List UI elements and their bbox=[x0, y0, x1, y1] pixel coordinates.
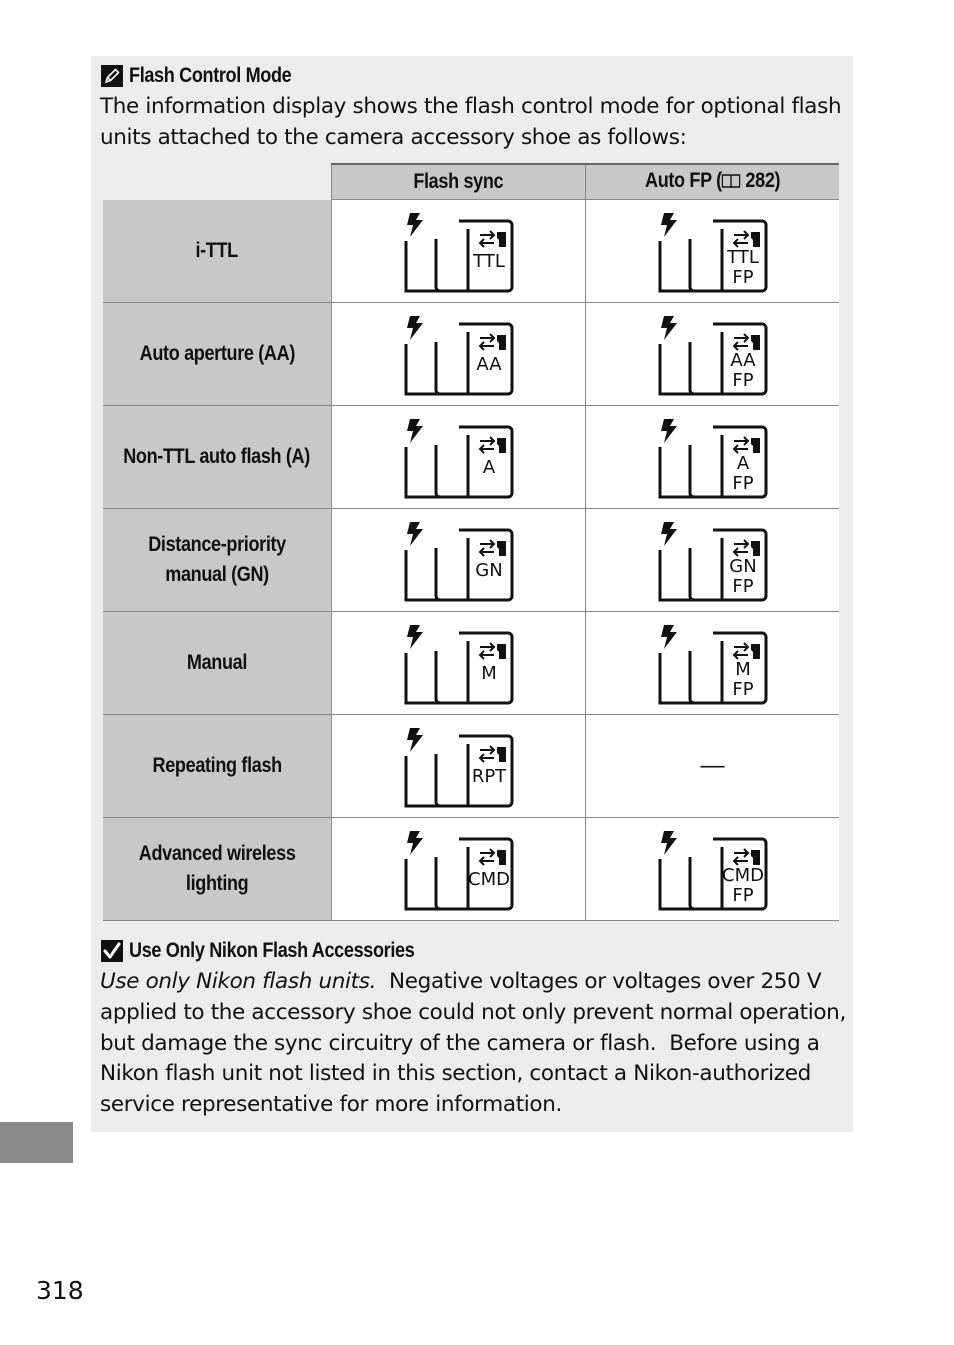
lightning-icon bbox=[407, 419, 423, 443]
fp-label: FP bbox=[731, 885, 754, 906]
checkmark-caution-icon bbox=[101, 940, 123, 962]
note-title: Use Only Nikon Flash Accessories bbox=[129, 939, 415, 962]
mode-label: A bbox=[736, 453, 749, 474]
flash-mode-display-icon bbox=[396, 308, 522, 400]
note-title: Flash Control Mode bbox=[129, 64, 292, 87]
fp-label: FP bbox=[731, 679, 754, 700]
mode-label: RPT bbox=[471, 766, 506, 787]
lightning-icon bbox=[661, 522, 677, 546]
mode-label: TTL bbox=[726, 247, 759, 268]
flash-mode-display-icon bbox=[396, 720, 522, 812]
cell-flash-sync bbox=[332, 406, 586, 509]
cell-auto-fp bbox=[586, 509, 840, 612]
flash-mode-display-icon bbox=[650, 205, 776, 297]
lightning-icon bbox=[661, 831, 677, 855]
note-flash-control-header bbox=[101, 62, 318, 90]
lightning-icon bbox=[661, 213, 677, 237]
not-available-dash: — bbox=[700, 752, 725, 779]
mode-label: A bbox=[482, 457, 495, 478]
row-label: Non-TTL auto flash (A) bbox=[103, 406, 332, 509]
accessory-warning-text: Use only Nikon flash units. Negative voltages or voltages over 250 V applied to the accessory shoe could not only prevent normal operation, but damage the sync circuitry of the camera or flash. Before using a Nikon flash unit not listed in this section, contact a Nikon-authorized service representative for more information. bbox=[100, 969, 853, 1118]
page-number: 318 bbox=[36, 1276, 84, 1305]
mode-label: M bbox=[734, 659, 751, 680]
cell-flash-sync bbox=[332, 715, 586, 818]
lightning-icon bbox=[407, 728, 423, 752]
book-reference-icon bbox=[722, 171, 741, 195]
flash-mode-display-icon bbox=[396, 205, 522, 297]
table-row bbox=[103, 715, 839, 818]
lightning-icon bbox=[407, 625, 423, 649]
fp-label: FP bbox=[731, 576, 754, 597]
cell-auto-fp bbox=[586, 715, 840, 818]
flash-mode-display-icon bbox=[650, 411, 776, 503]
flash-mode-display-icon bbox=[650, 308, 776, 400]
flash-mode-display-icon bbox=[650, 823, 776, 915]
row-label: Manual bbox=[103, 612, 332, 715]
row-label: Auto aperture (AA) bbox=[103, 303, 332, 406]
cell-auto-fp bbox=[586, 406, 840, 509]
cell-flash-sync bbox=[332, 612, 586, 715]
flash-mode-display-icon bbox=[396, 823, 522, 915]
fp-label: FP bbox=[731, 473, 754, 494]
flash-mode-display-icon bbox=[650, 617, 776, 709]
flash-mode-display-icon bbox=[396, 514, 522, 606]
cell-auto-fp bbox=[586, 303, 840, 406]
mode-label: GN bbox=[728, 556, 757, 577]
mode-label: CMD bbox=[467, 869, 510, 890]
cell-auto-fp bbox=[586, 818, 840, 921]
flash-mode-display-icon bbox=[396, 411, 522, 503]
table-corner bbox=[103, 164, 332, 200]
chapter-tab bbox=[0, 1122, 73, 1163]
table-row bbox=[103, 612, 839, 715]
table-row bbox=[103, 406, 839, 509]
lightning-icon bbox=[407, 831, 423, 855]
lightning-icon bbox=[661, 316, 677, 340]
row-label: i-TTL bbox=[103, 200, 332, 303]
pencil-note-icon bbox=[101, 65, 123, 87]
flash-mode-display-icon bbox=[396, 617, 522, 709]
header-flash-sync: Flash sync bbox=[332, 164, 586, 200]
cell-flash-sync bbox=[332, 818, 586, 921]
row-label: Distance-priority manual (GN) bbox=[103, 509, 332, 612]
row-label: Advanced wireless lighting bbox=[103, 818, 332, 921]
cell-flash-sync bbox=[332, 303, 586, 406]
lightning-icon bbox=[407, 522, 423, 546]
mode-label: AA bbox=[729, 350, 756, 371]
table-row bbox=[103, 509, 839, 612]
mode-label: AA bbox=[475, 354, 502, 375]
header-auto-fp: Auto FP ( 282) bbox=[586, 164, 840, 200]
lightning-icon bbox=[407, 213, 423, 237]
table-row bbox=[103, 303, 839, 406]
mode-label: GN bbox=[474, 560, 503, 581]
cell-flash-sync bbox=[332, 200, 586, 303]
cell-auto-fp bbox=[586, 612, 840, 715]
note-nikon-accessories-header bbox=[101, 937, 461, 965]
mode-label: CMD bbox=[721, 865, 764, 886]
lightning-icon bbox=[661, 625, 677, 649]
lightning-icon bbox=[407, 316, 423, 340]
table-row bbox=[103, 818, 839, 921]
row-label: Repeating flash bbox=[103, 715, 332, 818]
cell-auto-fp bbox=[586, 200, 840, 303]
mode-label: M bbox=[480, 663, 497, 684]
flash-control-table bbox=[103, 163, 839, 921]
notes-panel bbox=[91, 56, 853, 1132]
mode-label: TTL bbox=[472, 251, 505, 272]
flash-control-description: The information display shows the flash control mode for optional flash units attached to the camera accessory shoe as follows: bbox=[100, 94, 842, 150]
lightning-icon bbox=[661, 419, 677, 443]
table-row bbox=[103, 200, 839, 303]
flash-mode-display-icon bbox=[650, 514, 776, 606]
cell-flash-sync bbox=[332, 509, 586, 612]
note-body bbox=[100, 967, 853, 1121]
fp-label: FP bbox=[731, 267, 754, 288]
note-body bbox=[100, 92, 848, 154]
fp-label: FP bbox=[731, 370, 754, 391]
